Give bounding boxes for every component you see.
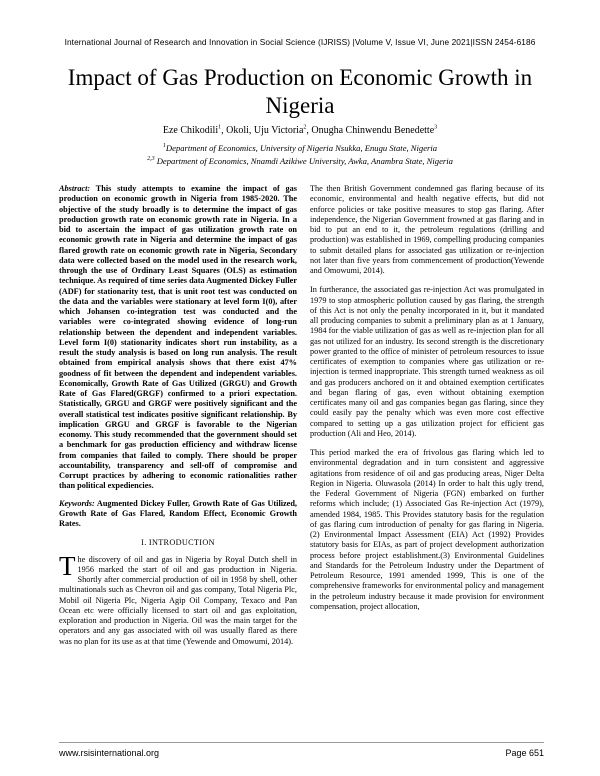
author-sup: 2 <box>303 124 307 131</box>
keywords <box>59 499 297 530</box>
affiliation-text: Department of Economics, Nnamdi Azikiwe University, Awka, Anambra State, Nigeria <box>154 156 453 166</box>
left-column <box>59 184 297 647</box>
abstract-label: Abstract: <box>59 184 91 193</box>
keywords-label: Keywords: <box>59 498 95 508</box>
journal-header: International Journal of Research and Innovation in Social Science (IJRISS) |Volume V, Issue VI, June 2021|ISSN 2454-6186 <box>64 37 536 47</box>
body-paragraph: The then British Government condemned gas flaring because of its economic, environmental and health negative effects, but did not enforce policies or take positive measures to stop gas flaring. After independence, the Nigerian Government frowned at gas flaring and in bid to put an end to it, the petroleum regulations (drilling and production) was established in 1969, compelling producing companies to submit detailed plans for associated gas utilization or re-injection not later than five years from commencement of production(Yewende and Omowumi, 2014). <box>310 184 544 275</box>
affiliation-text: Department of Economics, University of Nigeria Nsukka, Enugu State, Nigeria <box>165 143 438 153</box>
footer-website: www.rsisinternational.org <box>59 748 160 758</box>
author-sep: , <box>221 125 227 136</box>
drop-cap: T <box>59 550 76 581</box>
section-heading: I. INTRODUCTION <box>141 538 215 548</box>
body-paragraph: This period marked the era of frivolous gas flaring which led to environmental degradation and in turn consistent and aggressive agitations from residence of oil and gas producing areas, Niger Delta Region in Nigeria. Oluwasola (2014) In order to halt this ugly trend, the Federal Government of Nigeria (FGN) embarked on further reforms which include; (1) Associated Gas Re-injection Act (1979), amended 1984, 1985. This Provides statutory basis for the regulation of gas flaring cum introduction of penalty for gas flaring in Nigeria. (2) Environmental Impact Assessment (EIA) Act (1992) Provides statutory basis for EIAs, as part of project development authorization process before project establishment.(3) Environmental Guidelines and Standards for the Petroleum Industry under the Department of Petroleum Resource, 1991 amended 1999, This is one of the comprehensive frameworks for environmental policy and management in the petroleum industry because it made provision for environment compensation, project allocation, <box>310 448 544 611</box>
introduction-text: he discovery of oil and gas in Nigeria by Royal Dutch shell in 1956 marked the start of oil and gas production in Nigeria. Shortly after commercial production of oil in 1958 by shell, other multinationals such as Chevron oil and gas company, Total Nigeria Plc, Mobil oil Nigeria Plc, Nigeria Agip Oil Company, Texaco and Pan Ocean etc were officially licensed to start oil and gas exploitation, exploration and production in Nigeria. Oil was the main target for the operators and any gas associated with oil was usually flared as there was no plan for its use as at that time (Yewende and Omowumi, 2014). <box>59 554 297 646</box>
affiliation-sup: 1 <box>162 143 166 150</box>
affiliation-2 <box>40 156 560 166</box>
author-name: Okoli, Uju Victoria <box>226 125 304 136</box>
author-list <box>40 125 560 136</box>
right-column <box>310 184 544 621</box>
abstract <box>59 184 297 492</box>
author-name: Onugha Chinwendu Benedette <box>311 125 435 136</box>
affiliation-sup: 2,3 <box>147 156 155 163</box>
introduction-paragraph <box>59 550 297 647</box>
affiliation-1 <box>40 143 560 153</box>
keywords-text: Augmented Dickey Fuller, Growth Rate of Gas Utilized, Growth Rate of Gas Flared, Random Effect, Economic Growth Rates. <box>59 498 297 528</box>
footer-divider <box>59 742 544 743</box>
body-paragraph: In furtherance, the associated gas re-injection Act was promulgated in 1979 to stop atmospheric pollution caused by gas flaring, the strength of this Act is not only the penalty incorporated in it, but it mandated all producing companies to submit a preliminary plan as at 1 January, 1984 for the viable utilization of gas as well as re-injection plan for all gas not utilized for an industry. Its second strength is the discretionary power granted to the office of minister of petroleum resources to issue certificates of exemption to companies where gas utilization or re-injection is termed inappropriate. This strength turned weakness as oil and gas producers anchored on it and obtained exemption certificates and began flaring of gas, even without obtaining exemption certificates many oil and gas companies began gas flaring, since they could easily pay the penalty which was even more cost effective compared to setting up a gas utilization project for efficient gas production (Ali and Heo, 2014). <box>310 285 544 438</box>
paper-title: Impact of Gas Production on Economic Growth in Nigeria <box>67 65 533 118</box>
author-sup: 1 <box>218 124 222 131</box>
author-name: Eze Chikodili <box>162 125 219 136</box>
abstract-text: This study attempts to examine the impact of gas production on economic growth in Nigeria from 1985-2020. The objective of the study broadly is to determine the impact of gas production growth rate on economic growth rate in Nigeria. In a bid to ascertain the impact of gas utilization growth rate on economic growth rate in Nigeria and determine the impact of gas flared growth rate on economic growth rate in Nigeria, Secondary data were collected based on the model used in the research work, through the use of Ordinary Least Squares (OLS) as estimation technique. As required of time series data Augmented Dickey Fuller (ADF) for stationarity test, that is unit root test was conducted on the data and the variables were stationary at level form I(0), after which Johansen co-integration test was conducted and the variables were co-integrated showing evidence of long-run relationship between the dependent and independent variables. Level form I(0) stationarity indicates short run instability, as a result the study analysis is based on long run analysis. The result obtained from empirical analysis shows that there exist 47% goodness of fit between the dependent and independent variables. Economically, Growth Rate of Gas Utilized (GRGU) and Growth Rate of Gas Flared(GRGF) confirmed to a priori expectation. Statistically, GRGU and GRGF were positively significant and the overall statistical test indicates positive significant relationship. By implication GRGU and GRGF is favorable to the Nigerian economy. This study recommended that the government should set a benchmark for gas production efficiency and withdraw license from companies that failed to comply. There should be proper accountability, transparency and sell-off of compromise and Corrupt practices by adhering to economic rationalities rather than political expediencies. <box>59 184 298 491</box>
author-sup: 3 <box>434 124 438 131</box>
author-sep: , <box>306 125 312 136</box>
page-number: Page 651 <box>505 748 544 758</box>
